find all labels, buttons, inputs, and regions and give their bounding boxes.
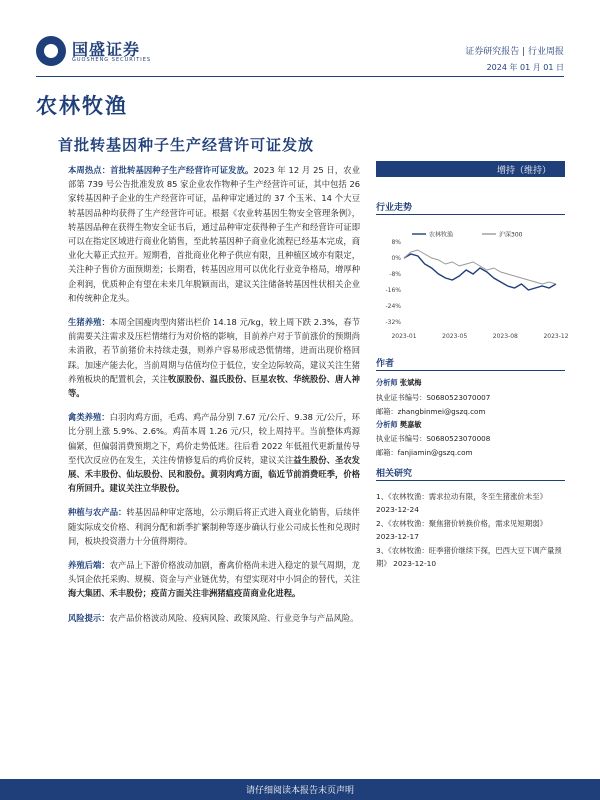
logo-text-cn: 国盛证券 (72, 40, 141, 59)
y-tick-label: 8% (391, 239, 401, 246)
x-tick-label: 2023-05 (442, 333, 468, 340)
trend-divider (376, 214, 565, 215)
related-item-1[interactable]: 1、《农林牧渔：需求拉动有限，冬至生猪涨价未至》 2023-12-24 (376, 492, 547, 514)
report-date: 2024 年 01 月 01 日 (486, 63, 564, 72)
rating-bar (376, 161, 565, 177)
legend-label: 农林牧渔 (429, 231, 454, 239)
company-logo (36, 36, 166, 72)
paragraph-planting: 种植与农产品：转基因品种审定落地，公示期后将正式进入商业化销售，后续伴随实际成交价格、利润分配和新季扩繁制种等逐步确认行业公司成长性和兑现时间，板块投资潜力十分值得期待。 (68, 507, 360, 546)
analyst-1: 分析师 张斌梅 (376, 378, 422, 387)
series-line-1 (404, 254, 556, 290)
rating-label: 增持（维持） (496, 166, 551, 176)
y-tick-label: -16% (385, 287, 401, 294)
analyst-1-license: 执业证书编号：S0680523070007 (376, 393, 491, 402)
related-item-3[interactable]: 3、《农林牧渔：旺季猪价继续下探，巴西大豆下调产量预期》 2023-12-10 (376, 546, 562, 568)
analyst-2: 分析师 樊嘉敏 (376, 420, 422, 429)
paragraph-poultry: 禽类养殖：白羽肉鸡方面，毛鸡、鸡产品分别 7.67 元/公斤、9.38 元/公斤，环比分别上涨 5.9%、2.6%。鸡苗本周 1.26 元/只，较上周持平。当前整体鸡源偏紧，但偏弱消费预期之下，鸡价走势低迷。往后看 2022 年低祖代更新量传导至代次反应仍在发生，关注传情修复后的鸡价反转，建议关注益生股份、圣农发展、禾丰股份、仙坛股份、民和股份。黄羽肉鸡方面，临近节前消费旺季，价格有所回升。建议关注立华股份。 (68, 412, 360, 494)
analyst-1-email[interactable]: 邮箱：zhangbinmei@gszq.com (376, 407, 486, 416)
y-tick-label: 0% (391, 255, 401, 262)
paragraph-hotspot: 本周热点：首批转基因种子生产经营许可证发放。2023 年 12 月 25 日，农业部第 739 号公告批准发放 85 家企业农作物种子生产经营许可证，其中包括 26 家转基因种子企业的生产经营许可证，品种审定通过的 37 个玉米、14 个大豆转基因品种均获得了生产经营许可证。根据《农业转基因生物安全管理条例》，转基因品种在获得生物安全证书后，通过品种审定获得种子生产和经营许可证即可以在指定区域进行商业化销售，至此转基因种子商业化流程已经基本完成，商业化大幕正式拉开。短期看，首批商业化种子供应有限，且种植区域亦有限定，关注种子售价方面预期差；长期看，转基因应用可以优化行业竞争格局，增厚种企利润，优质种企有望在未来几年脱颖而出，建议关注储备转基因性状相关企业和传统种企龙头。 (68, 165, 360, 303)
analyst-2-license: 执业证书编号：S0680523070008 (376, 434, 491, 443)
x-tick-label: 2023-08 (492, 333, 518, 340)
logo-text-en: GUOSHENG SECURITIES (72, 57, 152, 63)
header-divider (36, 76, 564, 77)
x-tick-label: 2023-01 (391, 333, 417, 340)
sector-title: 农林牧渔 (36, 94, 128, 118)
footer-bar (0, 779, 600, 800)
related-item-2[interactable]: 2、《农林牧渔：聚焦猪价转换价格，需求见短期弱》 2023-12-17 (376, 519, 547, 541)
authors-divider (376, 370, 565, 371)
related-divider (376, 480, 565, 481)
report-body (68, 163, 360, 635)
report-headline: 首批转基因种子生产经营许可证发放 (58, 136, 315, 154)
paragraph-post-cycle: 养殖后端：农产品上下游价格波动加剧，畜禽价格尚未进入稳定的景气周期，龙头饲企依托采购、规模、资金与产业链优势，有望实现对中小饲企的替代，关注海大集团、禾丰股份；疫苗方面关注非洲猪瘟疫苗商业化进程。 (68, 560, 360, 599)
related-title: 相关研究 (376, 469, 413, 479)
series-line-2 (404, 250, 556, 284)
legend-label: 沪深300 (499, 231, 523, 239)
y-tick-label: -8% (389, 271, 401, 278)
y-tick-label: -32% (385, 319, 401, 326)
footer-disclaimer: 请仔细阅读本报告末页声明 (245, 786, 354, 796)
industry-trend-chart (376, 230, 569, 342)
report-type: 证券研究报告 | 行业周报 (465, 47, 564, 57)
logo-mark-icon (36, 36, 66, 66)
y-tick-label: -24% (385, 303, 401, 310)
paragraph-risk: 风险提示：农产品价格波动风险、疫病风险、政策风险、行业竞争与产品风险。 (68, 612, 359, 623)
analyst-2-email[interactable]: 邮箱：fanjiamin@gszq.com (376, 448, 473, 457)
x-tick-label: 2023-12 (543, 333, 569, 340)
paragraph-pig-farming: 生猪养殖：本周全国瘦肉型肉猪出栏价 14.18 元/kg，较上周下跌 2.3%，春节前需要关注需求及压栏情绪行为对价格的影响，目前养户对于节前涨价的预期尚未消散，若节前猪价未持续走强，则养户容易形成恐慌情绪，进而出现价格回踩。加速产能去化，当前周期与估值均位于低位，安全边际较高，建议关注生猪养殖板块的配置机会，关注牧原股份、温氏股份、巨星农牧、华统股份、唐人神等。 (68, 317, 360, 399)
authors-title: 作者 (376, 359, 395, 369)
trend-title: 行业走势 (376, 203, 413, 213)
